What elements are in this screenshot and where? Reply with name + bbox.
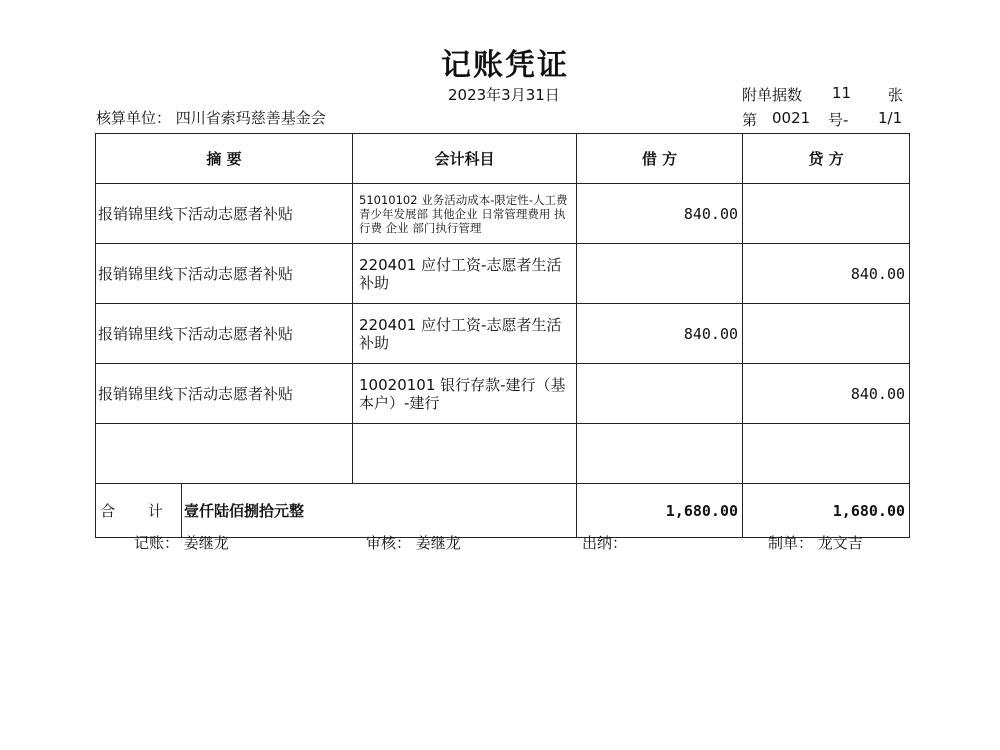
row-credit	[743, 184, 910, 244]
table-header-row	[96, 134, 910, 184]
row-summary: 报销锦里线下活动志愿者补贴	[96, 184, 353, 244]
row-credit	[743, 304, 910, 364]
header-credit: 贷 方	[743, 134, 910, 184]
row-subject: 220401 应付工资-志愿者生活补助	[353, 304, 577, 364]
table-row-empty	[96, 424, 910, 484]
row-debit	[577, 364, 743, 424]
row-credit: 840.00	[743, 244, 910, 304]
accounting-unit: 核算单位： 四川省索玛慈善基金会	[96, 109, 326, 127]
table-row	[96, 244, 910, 304]
row-summary: 报销锦里线下活动志愿者补贴	[96, 364, 353, 424]
attachments-unit: 张	[888, 86, 904, 104]
row-summary: 报销锦里线下活动志愿者补贴	[96, 244, 353, 304]
reviewer: 审核： 姜继龙	[366, 534, 461, 552]
voucher-number-suffix: 号-	[828, 111, 849, 129]
voucher-table	[95, 133, 910, 538]
row-credit	[743, 424, 910, 484]
cashier: 出纳：	[582, 534, 628, 552]
row-debit: 840.00	[577, 304, 743, 364]
page-indicator: 1/1	[878, 109, 903, 127]
table-row	[96, 184, 910, 244]
row-subject: 51010102 业务活动成本-限定性-人工费 青少年发展部 其他企业 日常管理费用 执行费 企业 部门执行管理	[353, 184, 577, 244]
header-debit: 借 方	[577, 134, 743, 184]
voucher-number-label: 第	[742, 111, 758, 129]
voucher-date: 2023年3月31日	[448, 86, 560, 104]
voucher-title: 记账凭证	[441, 48, 569, 83]
table-row	[96, 304, 910, 364]
row-debit	[577, 244, 743, 304]
preparer: 制单： 龙文吉	[768, 534, 863, 552]
row-debit	[577, 424, 743, 484]
total-row	[96, 484, 910, 538]
attachments-count: 11	[832, 84, 852, 102]
bookkeeper: 记账： 姜继龙	[134, 534, 229, 552]
row-credit: 840.00	[743, 364, 910, 424]
row-subject	[353, 424, 577, 484]
total-amount-words: 壹仟陆佰捌拾元整	[182, 484, 577, 538]
attachments-label: 附单据数	[742, 86, 803, 104]
row-debit: 840.00	[577, 184, 743, 244]
row-subject: 10020101 银行存款-建行（基本户）-建行	[353, 364, 577, 424]
total-credit: 1,680.00	[743, 484, 910, 538]
row-summary	[96, 424, 353, 484]
table-row	[96, 364, 910, 424]
total-label: 合 计	[96, 484, 182, 538]
header-summary: 摘 要	[96, 134, 353, 184]
total-debit: 1,680.00	[577, 484, 743, 538]
voucher-number: 0021	[772, 109, 811, 127]
row-summary: 报销锦里线下活动志愿者补贴	[96, 304, 353, 364]
header-subject: 会计科目	[353, 134, 577, 184]
row-subject: 220401 应付工资-志愿者生活补助	[353, 244, 577, 304]
